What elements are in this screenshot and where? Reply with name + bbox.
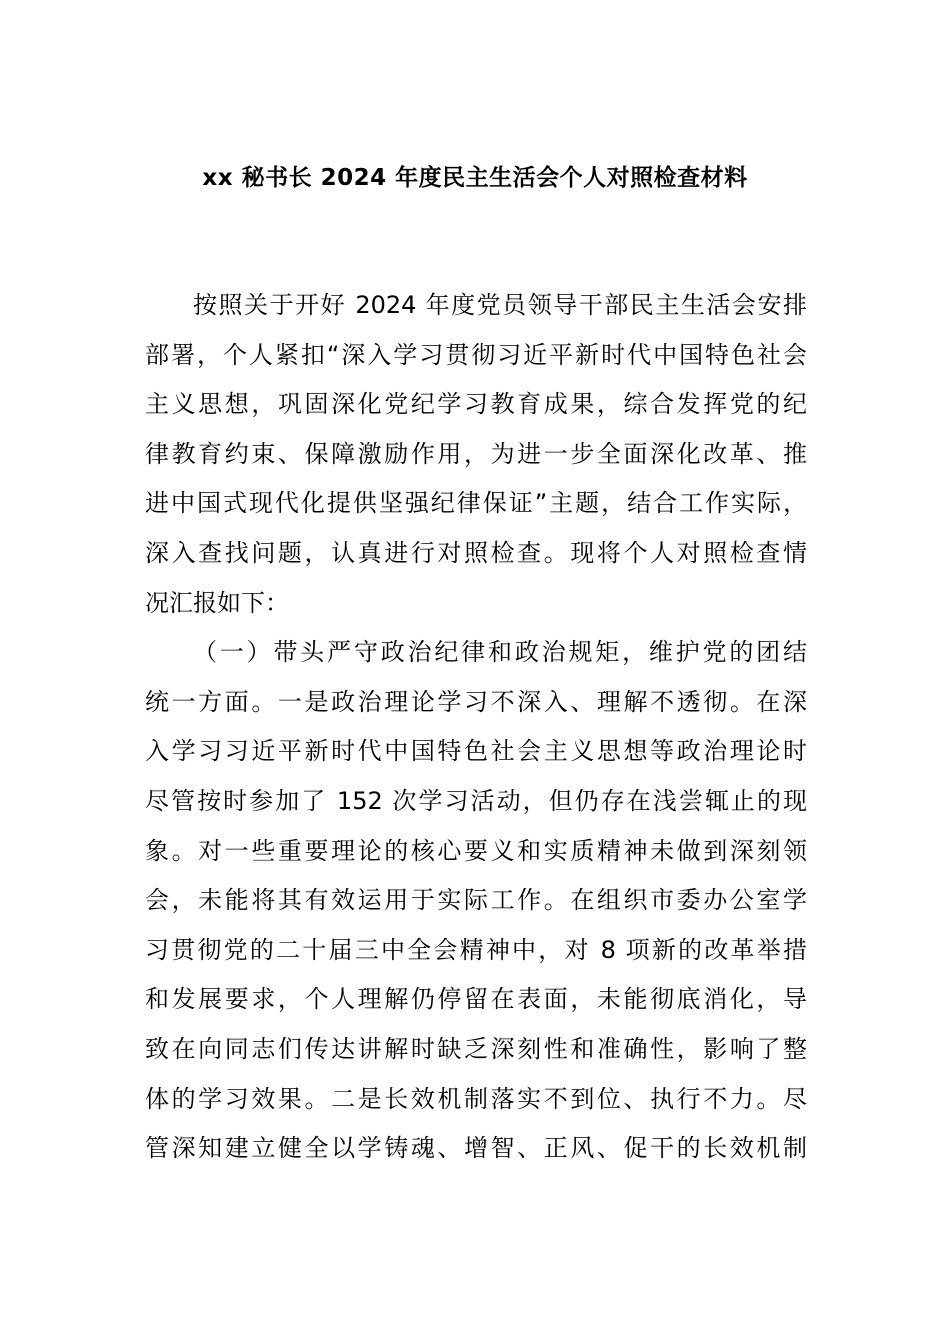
text-line: 按照关于开好 2024 年度党员领导干部民主生活会安排 [193,291,807,319]
text-line: 习贯彻党的二十届三中全会精神中，对 8 项新的改革举措 [145,935,807,964]
paragraph-intro [145,281,807,628]
text-line: 统一方面。一是政治理论学习不深入、理解不透彻。在深 [145,687,807,716]
text-line: 深入查找问题，认真进行对照检查。现将个人对照检查情 [145,538,807,567]
text-line: 尽管按时参加了 152 次学习活动，但仍存在浅尝辄止的现 [145,786,807,815]
text-line: 会，未能将其有效运用于实际工作。在组织市委办公室学 [145,886,807,915]
text-line: 致在向同志们传达讲解时缺乏深刻性和准确性，影响了整 [145,1034,807,1063]
paragraph-section-one [145,628,807,1174]
text-line: 象。对一些重要理论的核心要义和实质精神未做到深刻领 [145,836,807,865]
text-line: 主义思想，巩固深化党纪学习教育成果，综合发挥党的纪 [145,390,807,419]
text-line: 体的学习效果。二是长效机制落实不到位、执行不力。尽 [145,1084,807,1113]
text-line: 管深知建立健全以学铸魂、增智、正风、促干的长效机制 [145,1134,807,1163]
text-line: 入学习习近平新时代中国特色社会主义思想等政治理论时 [145,737,807,766]
text-line: 和发展要求，个人理解仍停留在表面，未能彻底消化，导 [145,985,807,1014]
text-line: 律教育约束、保障激励作用，为进一步全面深化改革、推 [145,439,807,468]
text-line: 进中国式现代化提供坚强纪律保证”主题，结合工作实际， [145,489,807,518]
text-line: 况汇报如下： [145,588,289,617]
text-line: （一）带头严守政治纪律和政治规矩，维护党的团结 [193,638,807,667]
document-body [145,281,807,1174]
text-line: 部署，个人紧扣“深入学习贯彻习近平新时代中国特色社会 [145,340,807,369]
document-title: xx 秘书长 2024 年度民主生活会个人对照检查材料 [202,165,748,191]
